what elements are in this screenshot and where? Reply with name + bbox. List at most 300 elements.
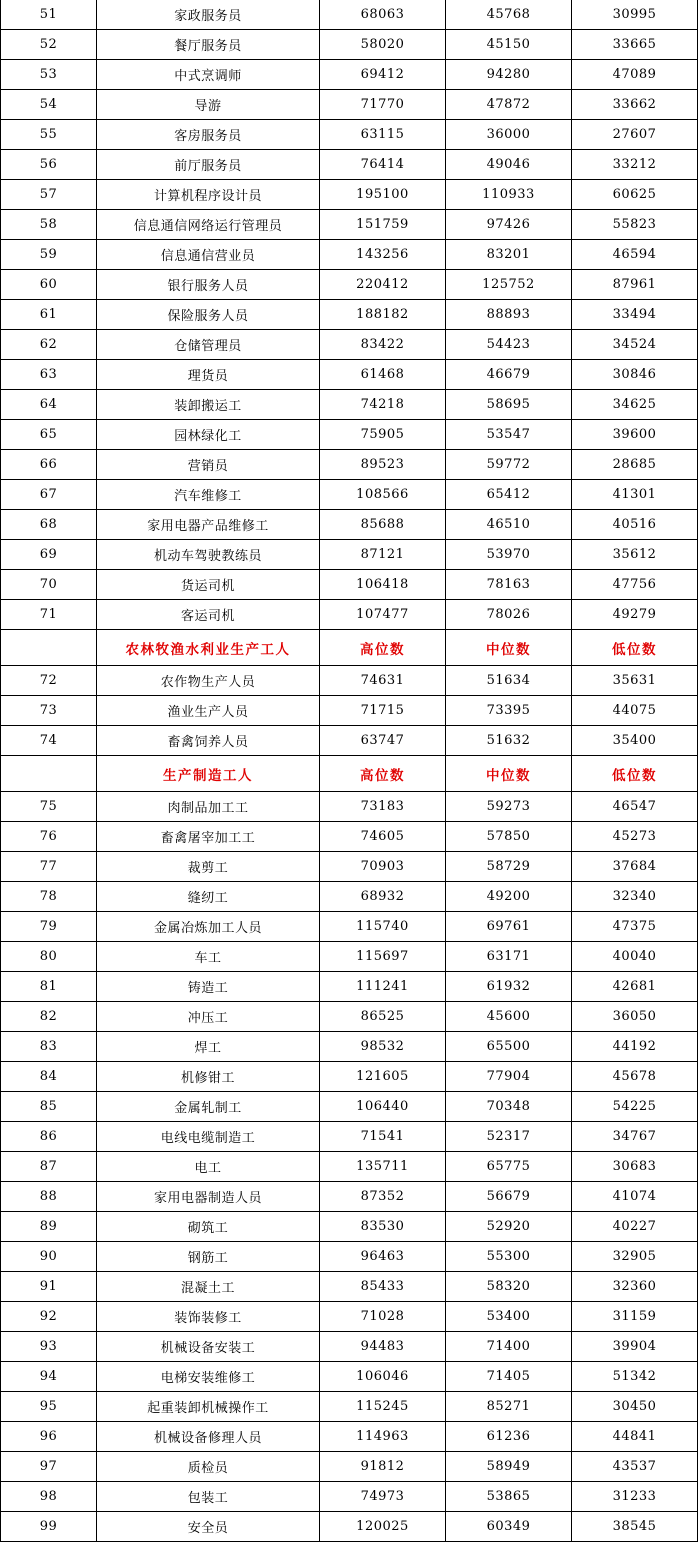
high-percentile-cell: 71770 <box>320 90 446 120</box>
table-row <box>1 300 698 330</box>
row-number-cell: 52 <box>1 30 97 60</box>
row-number-cell: 98 <box>1 1482 97 1512</box>
high-percentile-cell: 68063 <box>320 0 446 30</box>
row-number-cell: 83 <box>1 1032 97 1062</box>
median-cell: 58320 <box>446 1272 572 1302</box>
row-number-cell: 53 <box>1 60 97 90</box>
low-percentile-cell: 33494 <box>572 300 698 330</box>
occupation-cell: 裁剪工 <box>97 852 320 882</box>
occupation-cell: 电线电缆制造工 <box>97 1122 320 1152</box>
row-number-cell: 76 <box>1 822 97 852</box>
low-percentile-cell: 27607 <box>572 120 698 150</box>
median-cell: 65500 <box>446 1032 572 1062</box>
low-percentile-cell: 37684 <box>572 852 698 882</box>
low-percentile-cell: 31233 <box>572 1482 698 1512</box>
high-percentile-cell: 74973 <box>320 1482 446 1512</box>
high-percentile-cell: 71028 <box>320 1302 446 1332</box>
occupation-cell: 钢筋工 <box>97 1242 320 1272</box>
median-cell: 53547 <box>446 420 572 450</box>
low-percentile-cell: 51342 <box>572 1362 698 1392</box>
high-percentile-cell: 195100 <box>320 180 446 210</box>
median-cell: 71405 <box>446 1362 572 1392</box>
low-percentile-cell: 32340 <box>572 882 698 912</box>
table-row <box>1 120 698 150</box>
high-percentile-cell: 58020 <box>320 30 446 60</box>
occupation-cell: 包装工 <box>97 1482 320 1512</box>
table-row <box>1 1512 698 1542</box>
low-percentile-cell: 45273 <box>572 822 698 852</box>
row-number-cell: 94 <box>1 1362 97 1392</box>
high-percentile-cell: 106440 <box>320 1092 446 1122</box>
table-row <box>1 1212 698 1242</box>
occupation-cell: 质检员 <box>97 1452 320 1482</box>
row-number-cell: 78 <box>1 882 97 912</box>
low-percentile-cell: 34524 <box>572 330 698 360</box>
median-cell: 56679 <box>446 1182 572 1212</box>
low-percentile-cell: 28685 <box>572 450 698 480</box>
row-number-cell: 69 <box>1 540 97 570</box>
occupation-cell: 金属轧制工 <box>97 1092 320 1122</box>
median-cell: 83201 <box>446 240 572 270</box>
median-cell: 52317 <box>446 1122 572 1152</box>
low-percentile-cell: 34625 <box>572 390 698 420</box>
high-percentile-cell: 115740 <box>320 912 446 942</box>
table-row <box>1 270 698 300</box>
table-row <box>1 1032 698 1062</box>
median-cell: 70348 <box>446 1092 572 1122</box>
high-percentile-cell: 143256 <box>320 240 446 270</box>
section-header-row <box>1 630 698 666</box>
low-percentile-cell: 36050 <box>572 1002 698 1032</box>
table-row <box>1 0 698 30</box>
row-number-cell: 84 <box>1 1062 97 1092</box>
row-number-cell: 68 <box>1 510 97 540</box>
table-row <box>1 390 698 420</box>
row-number-cell: 66 <box>1 450 97 480</box>
occupation-cell: 缝纫工 <box>97 882 320 912</box>
high-percentile-cell: 96463 <box>320 1242 446 1272</box>
row-number-cell: 55 <box>1 120 97 150</box>
high-percentile-header: 高位数 <box>320 756 446 792</box>
high-percentile-cell: 108566 <box>320 480 446 510</box>
low-percentile-cell: 44075 <box>572 696 698 726</box>
low-percentile-cell: 60625 <box>572 180 698 210</box>
table-row <box>1 180 698 210</box>
median-cell: 88893 <box>446 300 572 330</box>
row-number-cell: 93 <box>1 1332 97 1362</box>
table-row <box>1 1362 698 1392</box>
occupation-cell: 机动车驾驶教练员 <box>97 540 320 570</box>
median-cell: 51632 <box>446 726 572 756</box>
occupation-cell: 畜禽屠宰加工工 <box>97 822 320 852</box>
high-percentile-cell: 85433 <box>320 1272 446 1302</box>
table-row <box>1 972 698 1002</box>
high-percentile-cell: 85688 <box>320 510 446 540</box>
median-cell: 53865 <box>446 1482 572 1512</box>
table-row <box>1 1002 698 1032</box>
median-cell: 46510 <box>446 510 572 540</box>
table-row <box>1 882 698 912</box>
table-row <box>1 1122 698 1152</box>
high-percentile-cell: 111241 <box>320 972 446 1002</box>
row-number-cell: 97 <box>1 1452 97 1482</box>
low-percentile-cell: 49279 <box>572 600 698 630</box>
low-percentile-cell: 46547 <box>572 792 698 822</box>
median-cell: 65775 <box>446 1152 572 1182</box>
low-percentile-cell: 43537 <box>572 1452 698 1482</box>
row-number-cell: 90 <box>1 1242 97 1272</box>
high-percentile-cell: 89523 <box>320 450 446 480</box>
low-percentile-cell: 34767 <box>572 1122 698 1152</box>
row-number-cell: 82 <box>1 1002 97 1032</box>
occupation-cell: 客运司机 <box>97 600 320 630</box>
occupation-cell: 家政服务员 <box>97 0 320 30</box>
row-number-cell: 58 <box>1 210 97 240</box>
low-percentile-cell: 39904 <box>572 1332 698 1362</box>
occupation-cell: 家用电器制造人员 <box>97 1182 320 1212</box>
high-percentile-cell: 220412 <box>320 270 446 300</box>
table-row <box>1 150 698 180</box>
median-cell: 49200 <box>446 882 572 912</box>
high-percentile-cell: 76414 <box>320 150 446 180</box>
low-percentile-cell: 38545 <box>572 1512 698 1542</box>
low-percentile-cell: 87961 <box>572 270 698 300</box>
high-percentile-cell: 71715 <box>320 696 446 726</box>
high-percentile-cell: 83530 <box>320 1212 446 1242</box>
occupation-cell: 客房服务员 <box>97 120 320 150</box>
occupation-cell: 金属冶炼加工人员 <box>97 912 320 942</box>
occupation-cell: 冲压工 <box>97 1002 320 1032</box>
occupation-cell: 保险服务人员 <box>97 300 320 330</box>
table-row <box>1 60 698 90</box>
high-percentile-cell: 94483 <box>320 1332 446 1362</box>
low-percentile-cell: 33662 <box>572 90 698 120</box>
occupation-cell: 仓储管理员 <box>97 330 320 360</box>
high-percentile-cell: 135711 <box>320 1152 446 1182</box>
occupation-cell: 银行服务人员 <box>97 270 320 300</box>
high-percentile-header: 高位数 <box>320 630 446 666</box>
low-percentile-cell: 35612 <box>572 540 698 570</box>
low-percentile-cell: 30450 <box>572 1392 698 1422</box>
median-cell: 71400 <box>446 1332 572 1362</box>
median-header: 中位数 <box>446 630 572 666</box>
table-row <box>1 1242 698 1272</box>
occupation-cell: 电梯安装维修工 <box>97 1362 320 1392</box>
section-title-cell: 农林牧渔水利业生产工人 <box>97 630 320 666</box>
low-percentile-cell: 30995 <box>572 0 698 30</box>
table-row <box>1 360 698 390</box>
row-number-cell: 89 <box>1 1212 97 1242</box>
median-cell: 53400 <box>446 1302 572 1332</box>
low-percentile-cell: 55823 <box>572 210 698 240</box>
low-percentile-cell: 32360 <box>572 1272 698 1302</box>
median-cell: 36000 <box>446 120 572 150</box>
table-row <box>1 942 698 972</box>
median-cell: 57850 <box>446 822 572 852</box>
median-cell: 59772 <box>446 450 572 480</box>
high-percentile-cell: 151759 <box>320 210 446 240</box>
salary-table-body <box>1 0 698 1542</box>
high-percentile-cell: 63747 <box>320 726 446 756</box>
high-percentile-cell: 106046 <box>320 1362 446 1392</box>
low-percentile-cell: 32905 <box>572 1242 698 1272</box>
low-percentile-cell: 33665 <box>572 30 698 60</box>
occupation-cell: 货运司机 <box>97 570 320 600</box>
high-percentile-cell: 70903 <box>320 852 446 882</box>
table-row <box>1 822 698 852</box>
median-cell: 51634 <box>446 666 572 696</box>
low-percentile-cell: 31159 <box>572 1302 698 1332</box>
table-row <box>1 570 698 600</box>
median-cell: 77904 <box>446 1062 572 1092</box>
row-number-cell: 63 <box>1 360 97 390</box>
table-row <box>1 1272 698 1302</box>
occupation-cell: 装卸搬运工 <box>97 390 320 420</box>
median-cell: 49046 <box>446 150 572 180</box>
high-percentile-cell: 121605 <box>320 1062 446 1092</box>
occupation-cell: 机械设备修理人员 <box>97 1422 320 1452</box>
table-row <box>1 666 698 696</box>
low-percentile-cell: 30683 <box>572 1152 698 1182</box>
low-percentile-cell: 41301 <box>572 480 698 510</box>
row-number-cell: 64 <box>1 390 97 420</box>
high-percentile-cell: 83422 <box>320 330 446 360</box>
high-percentile-cell: 91812 <box>320 1452 446 1482</box>
median-cell: 85271 <box>446 1392 572 1422</box>
occupation-cell: 信息通信营业员 <box>97 240 320 270</box>
low-percentile-cell: 54225 <box>572 1092 698 1122</box>
occupation-cell: 前厅服务员 <box>97 150 320 180</box>
low-percentile-cell: 33212 <box>572 150 698 180</box>
median-cell: 60349 <box>446 1512 572 1542</box>
occupation-cell: 安全员 <box>97 1512 320 1542</box>
median-header: 中位数 <box>446 756 572 792</box>
occupation-cell: 家用电器产品维修工 <box>97 510 320 540</box>
occupation-cell: 起重装卸机械操作工 <box>97 1392 320 1422</box>
row-number-cell: 79 <box>1 912 97 942</box>
row-number-cell: 67 <box>1 480 97 510</box>
table-row <box>1 1452 698 1482</box>
median-cell: 58949 <box>446 1452 572 1482</box>
table-row <box>1 600 698 630</box>
occupation-cell: 导游 <box>97 90 320 120</box>
table-row <box>1 1152 698 1182</box>
median-cell: 63171 <box>446 942 572 972</box>
low-percentile-cell: 47089 <box>572 60 698 90</box>
median-cell: 125752 <box>446 270 572 300</box>
table-row <box>1 1332 698 1362</box>
table-row <box>1 1182 698 1212</box>
row-number-cell: 92 <box>1 1302 97 1332</box>
high-percentile-cell: 74605 <box>320 822 446 852</box>
low-percentile-cell: 30846 <box>572 360 698 390</box>
table-row <box>1 1302 698 1332</box>
table-row <box>1 726 698 756</box>
high-percentile-cell: 87352 <box>320 1182 446 1212</box>
row-number-cell: 57 <box>1 180 97 210</box>
high-percentile-cell: 120025 <box>320 1512 446 1542</box>
table-row <box>1 510 698 540</box>
median-cell: 110933 <box>446 180 572 210</box>
occupation-cell: 理货员 <box>97 360 320 390</box>
low-percentile-cell: 41074 <box>572 1182 698 1212</box>
high-percentile-cell: 74631 <box>320 666 446 696</box>
row-number-cell: 96 <box>1 1422 97 1452</box>
row-number-cell: 95 <box>1 1392 97 1422</box>
low-percentile-cell: 47756 <box>572 570 698 600</box>
table-row <box>1 30 698 60</box>
row-number-cell: 65 <box>1 420 97 450</box>
median-cell: 45600 <box>446 1002 572 1032</box>
occupation-cell: 汽车维修工 <box>97 480 320 510</box>
high-percentile-cell: 86525 <box>320 1002 446 1032</box>
high-percentile-cell: 114963 <box>320 1422 446 1452</box>
median-cell: 46679 <box>446 360 572 390</box>
median-cell: 53970 <box>446 540 572 570</box>
median-cell: 58729 <box>446 852 572 882</box>
high-percentile-cell: 87121 <box>320 540 446 570</box>
occupation-cell: 砌筑工 <box>97 1212 320 1242</box>
row-number-cell: 91 <box>1 1272 97 1302</box>
occupation-cell: 机修钳工 <box>97 1062 320 1092</box>
row-number-cell: 61 <box>1 300 97 330</box>
median-cell: 58695 <box>446 390 572 420</box>
median-cell: 78163 <box>446 570 572 600</box>
high-percentile-cell: 188182 <box>320 300 446 330</box>
low-percentile-cell: 45678 <box>572 1062 698 1092</box>
row-number-cell: 56 <box>1 150 97 180</box>
median-cell: 52920 <box>446 1212 572 1242</box>
median-cell: 73395 <box>446 696 572 726</box>
occupation-cell: 畜禽饲养人员 <box>97 726 320 756</box>
table-row <box>1 330 698 360</box>
row-number-cell: 99 <box>1 1512 97 1542</box>
row-number-cell: 73 <box>1 696 97 726</box>
median-cell: 61236 <box>446 1422 572 1452</box>
high-percentile-cell: 106418 <box>320 570 446 600</box>
row-number-cell: 62 <box>1 330 97 360</box>
occupation-cell: 计算机程序设计员 <box>97 180 320 210</box>
row-number-cell: 71 <box>1 600 97 630</box>
median-cell: 65412 <box>446 480 572 510</box>
row-number-cell: 60 <box>1 270 97 300</box>
occupation-cell: 电工 <box>97 1152 320 1182</box>
occupation-cell: 焊工 <box>97 1032 320 1062</box>
table-row <box>1 540 698 570</box>
median-cell: 97426 <box>446 210 572 240</box>
high-percentile-cell: 71541 <box>320 1122 446 1152</box>
row-number-cell: 87 <box>1 1152 97 1182</box>
occupation-cell: 餐厅服务员 <box>97 30 320 60</box>
occupation-cell: 车工 <box>97 942 320 972</box>
low-percentile-cell: 40227 <box>572 1212 698 1242</box>
median-cell: 78026 <box>446 600 572 630</box>
high-percentile-cell: 63115 <box>320 120 446 150</box>
occupation-cell: 肉制品加工工 <box>97 792 320 822</box>
median-cell: 69761 <box>446 912 572 942</box>
row-number-cell <box>1 630 97 666</box>
table-row <box>1 90 698 120</box>
table-row <box>1 1392 698 1422</box>
occupation-cell: 信息通信网络运行管理员 <box>97 210 320 240</box>
row-number-cell: 88 <box>1 1182 97 1212</box>
high-percentile-cell: 98532 <box>320 1032 446 1062</box>
table-row <box>1 420 698 450</box>
median-cell: 45150 <box>446 30 572 60</box>
row-number-cell <box>1 756 97 792</box>
low-percentile-cell: 40040 <box>572 942 698 972</box>
table-row <box>1 450 698 480</box>
table-row <box>1 1062 698 1092</box>
section-title-cell: 生产制造工人 <box>97 756 320 792</box>
occupation-cell: 混凝土工 <box>97 1272 320 1302</box>
occupation-cell: 渔业生产人员 <box>97 696 320 726</box>
low-percentile-cell: 35631 <box>572 666 698 696</box>
median-cell: 47872 <box>446 90 572 120</box>
table-row <box>1 1422 698 1452</box>
row-number-cell: 80 <box>1 942 97 972</box>
high-percentile-cell: 115245 <box>320 1392 446 1422</box>
low-percentile-cell: 47375 <box>572 912 698 942</box>
table-row <box>1 696 698 726</box>
low-percentile-cell: 42681 <box>572 972 698 1002</box>
high-percentile-cell: 115697 <box>320 942 446 972</box>
high-percentile-cell: 69412 <box>320 60 446 90</box>
row-number-cell: 86 <box>1 1122 97 1152</box>
occupation-cell: 农作物生产人员 <box>97 666 320 696</box>
occupation-cell: 中式烹调师 <box>97 60 320 90</box>
low-percentile-header: 低位数 <box>572 630 698 666</box>
table-row <box>1 852 698 882</box>
low-percentile-cell: 35400 <box>572 726 698 756</box>
row-number-cell: 75 <box>1 792 97 822</box>
table-row <box>1 210 698 240</box>
table-row <box>1 792 698 822</box>
median-cell: 54423 <box>446 330 572 360</box>
table-row <box>1 912 698 942</box>
high-percentile-cell: 73183 <box>320 792 446 822</box>
occupation-cell: 铸造工 <box>97 972 320 1002</box>
row-number-cell: 77 <box>1 852 97 882</box>
low-percentile-cell: 39600 <box>572 420 698 450</box>
table-row <box>1 480 698 510</box>
low-percentile-cell: 44841 <box>572 1422 698 1452</box>
row-number-cell: 74 <box>1 726 97 756</box>
occupation-cell: 营销员 <box>97 450 320 480</box>
occupation-cell: 机械设备安装工 <box>97 1332 320 1362</box>
row-number-cell: 85 <box>1 1092 97 1122</box>
row-number-cell: 54 <box>1 90 97 120</box>
median-cell: 45768 <box>446 0 572 30</box>
high-percentile-cell: 68932 <box>320 882 446 912</box>
median-cell: 61932 <box>446 972 572 1002</box>
table-row <box>1 240 698 270</box>
row-number-cell: 70 <box>1 570 97 600</box>
table-row <box>1 1092 698 1122</box>
high-percentile-cell: 75905 <box>320 420 446 450</box>
row-number-cell: 59 <box>1 240 97 270</box>
table-row <box>1 1482 698 1512</box>
low-percentile-cell: 40516 <box>572 510 698 540</box>
section-header-row <box>1 756 698 792</box>
row-number-cell: 51 <box>1 0 97 30</box>
low-percentile-cell: 44192 <box>572 1032 698 1062</box>
occupation-cell: 装饰装修工 <box>97 1302 320 1332</box>
occupation-cell: 园林绿化工 <box>97 420 320 450</box>
high-percentile-cell: 74218 <box>320 390 446 420</box>
low-percentile-cell: 46594 <box>572 240 698 270</box>
row-number-cell: 81 <box>1 972 97 1002</box>
